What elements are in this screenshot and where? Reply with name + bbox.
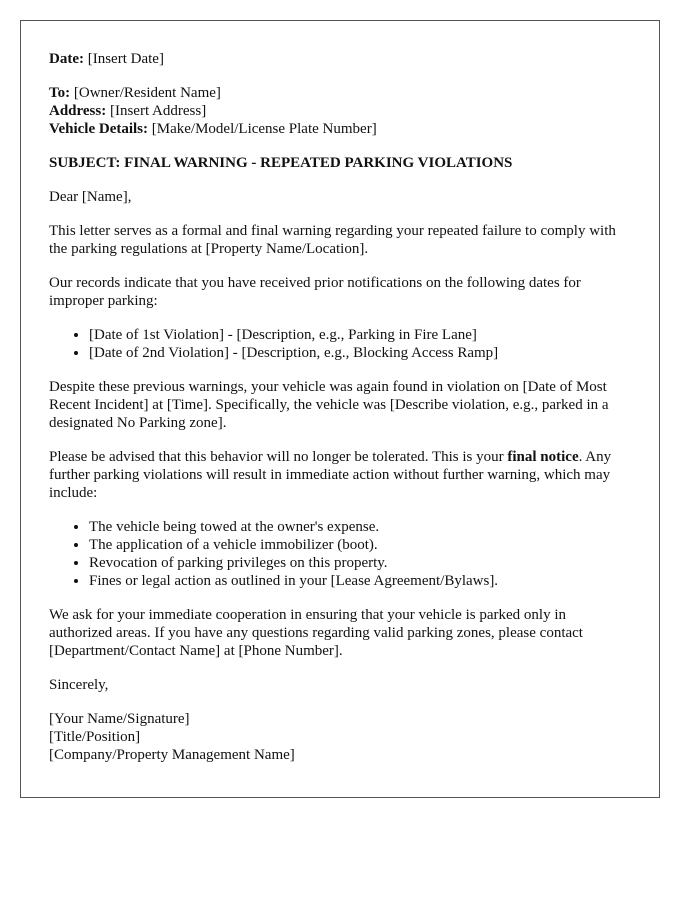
list-item: • [Date of 1st Violation] - [Description, e.g., Parking in Fire Lane]: [89, 326, 631, 344]
date-line: [49, 50, 631, 68]
to-value: [Owner/Resident Name]: [70, 85, 221, 101]
list-item: • [Date of 2nd Violation] - [Description, e.g., Blocking Access Ramp]: [89, 344, 631, 362]
records-paragraph: Our records indicate that you have received prior notifications on the following dates for improper parking:: [49, 275, 581, 309]
actions-list: [49, 518, 631, 590]
signature-block: [49, 710, 631, 764]
list-item: • The vehicle being towed at the owner's expense.: [89, 518, 631, 536]
address-label: Address:: [49, 103, 107, 119]
date-value: [Insert Date]: [83, 51, 164, 67]
list-item: • Revocation of parking privileges on this property.: [89, 554, 631, 572]
vehicle-label: Vehicle Details:: [49, 121, 149, 137]
salutation: Dear [Name],: [49, 189, 132, 205]
list-item: • Fines or legal action as outlined in your [Lease Agreement/Bylaws].: [89, 572, 631, 590]
advised-paragraph: [49, 448, 631, 502]
signature-name: [Your Name/Signature]: [49, 711, 190, 727]
list-item: • The application of a vehicle immobilizer (boot).: [89, 536, 631, 554]
advised-text-end: . Any further parking violations will result in immediate action without further warning, which may include:: [49, 449, 612, 501]
address-line: [49, 102, 631, 120]
recipient-block: [49, 84, 631, 138]
despite-paragraph: Despite these previous warnings, your vehicle was again found in violation on [Date of Most Recent Incident] at [Time]. Specifically, the vehicle was [Describe violation, e.g., parked in a designated No Parking zone].: [49, 379, 609, 431]
signature-company: [Company/Property Management Name]: [49, 747, 295, 763]
vehicle-line: [49, 120, 631, 138]
signature-title: [Title/Position]: [49, 729, 141, 745]
date-label: Date:: [49, 51, 84, 67]
to-label: To:: [49, 85, 71, 101]
violations-list: [49, 326, 631, 362]
to-line: [49, 84, 631, 102]
intro-paragraph: This letter serves as a formal and final warning regarding your repeated failure to comply with the parking regulations at [Property Name/Location].: [49, 223, 616, 257]
vehicle-value: [Make/Model/License Plate Number]: [148, 121, 377, 137]
advised-text-start: Please be advised that this behavior will no longer be tolerated. This is your: [49, 449, 508, 465]
cooperation-paragraph: We ask for your immediate cooperation in ensuring that your vehicle is parked only in authorized areas. If you have any questions regarding valid parking zones, please contact [Department/Contact Name] at [Phone Number].: [49, 607, 583, 659]
letter-document: [20, 20, 660, 798]
subject-line: SUBJECT: FINAL WARNING - REPEATED PARKING VIOLATIONS: [49, 155, 513, 171]
closing: Sincerely,: [49, 677, 109, 693]
address-value: [Insert Address]: [106, 103, 207, 119]
final-notice-emphasis: final notice: [507, 449, 579, 465]
